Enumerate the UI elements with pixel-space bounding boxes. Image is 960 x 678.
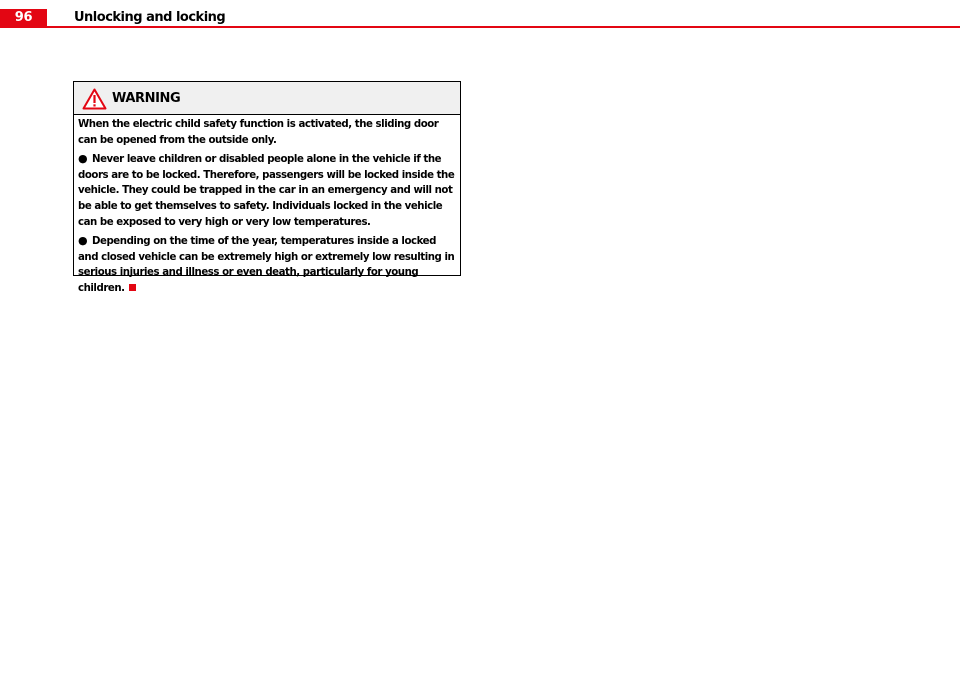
warning-bullet-1 bbox=[78, 151, 456, 230]
warning-triangle-icon bbox=[82, 88, 107, 110]
header-rule bbox=[0, 26, 960, 28]
section-end-icon bbox=[129, 284, 136, 291]
bullet-glyph: ● bbox=[78, 234, 88, 248]
warning-box bbox=[73, 81, 461, 294]
warning-intro: When the electric child safety function is activated, the sliding door can be opened from the outside only. bbox=[78, 119, 439, 146]
warning-bullet-2 bbox=[78, 233, 456, 296]
page-header bbox=[0, 0, 960, 28]
page-number: 96 bbox=[0, 9, 47, 26]
warning-body bbox=[74, 115, 460, 297]
bullet-glyph: ● bbox=[78, 152, 88, 166]
warning-title: WARNING bbox=[112, 91, 181, 106]
section-title: Unlocking and locking bbox=[74, 10, 226, 25]
warning-bullet-text: Depending on the time of the year, temperatures inside a locked and closed vehicle can be extremely high or extremely low resulting in serious injuries and illness or even death, particularly for young children. bbox=[78, 236, 455, 294]
warning-header bbox=[74, 82, 460, 115]
warning-bullet-text: Never leave children or disabled people alone in the vehicle if the doors are to be locked. Therefore, passengers will be locked inside the vehicle. They could be trapped in the car in an emergency and will not be able to get themselves to safety. Individuals locked in the vehicle can be exposed to very high or very low temperatures. bbox=[78, 154, 455, 228]
